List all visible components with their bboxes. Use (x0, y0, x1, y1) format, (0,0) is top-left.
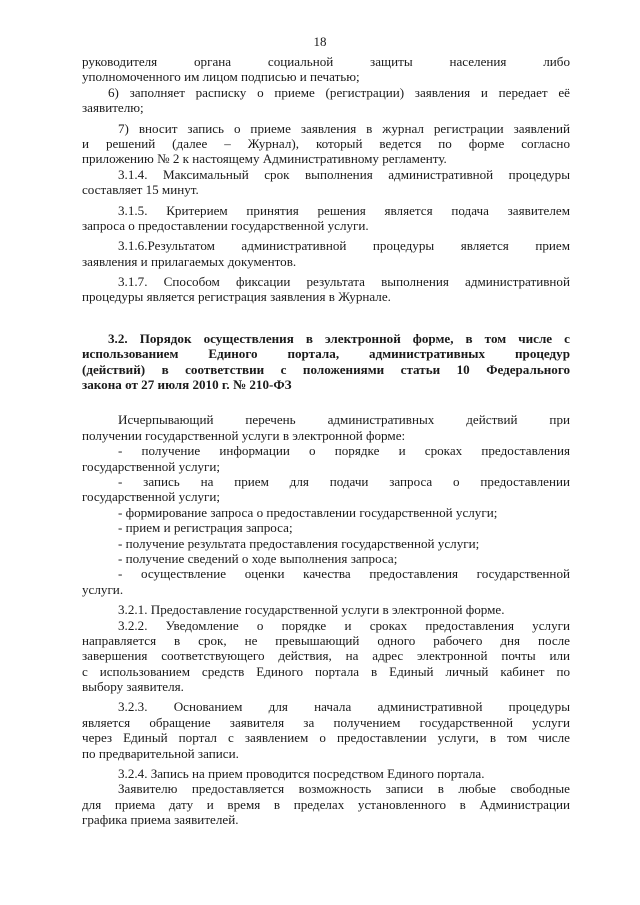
text-line: 3.2.3. Основанием для начала административной процедуры (118, 699, 570, 715)
text-line: по предварительной записи. (82, 745, 239, 761)
list-item: - прием и регистрация запроса; (118, 520, 293, 536)
text-line: направляется в срок, не превышающий одного рабочего дня после (82, 632, 570, 648)
text-line: для приема дату и время в пределах установленного в Администрации (82, 796, 570, 812)
text-line: 3.1.7. Способом фиксации результата выполнения административной (118, 274, 570, 290)
list-item: - получение информации о порядке и сроках предоставления (118, 443, 570, 459)
text-line: процедуры является регистрация заявления в Журнале. (82, 289, 391, 305)
text-line: выбору заявителя. (82, 679, 184, 695)
text-line: Заявителю предоставляется возможность записи в любые свободные (118, 781, 570, 797)
text-line: составляет 15 минут. (82, 182, 199, 198)
list-item: - осуществление оценки качества предоставления государственной (118, 566, 570, 582)
text-line: с использованием средств Единого портала в Единый личный кабинет по (82, 663, 570, 679)
text-line: 3.1.4. Максимальный срок выполнения административной процедуры (118, 166, 570, 182)
heading-line: использованием Единого портала, административных процедур (82, 346, 570, 362)
text-line: 3.2.1. Предоставление государственной услуги в электронной форме. (118, 602, 505, 618)
section-heading (82, 331, 570, 393)
heading-line: (действий) в соответствии с положениями статьи 10 Федерального (82, 361, 570, 377)
text-line: через Единый портал с заявлением о предоставлении услуги, в том числе (82, 730, 570, 746)
text-line: графика приема заявителей. (82, 812, 239, 828)
text-line: запроса о предоставлении государственной услуги. (82, 217, 369, 233)
page-number: 18 (313, 34, 327, 49)
heading-line: закона от 27 июля 2010 г. № 210-ФЗ (82, 377, 292, 393)
text-line: 7) вносит запись о приеме заявления в журнал регистрации заявлений (118, 120, 570, 136)
text-line: и решений (далее – Журнал), который ведется по форме согласно (82, 135, 570, 151)
list-item: - получение результата предоставления государственной услуги; (118, 535, 480, 551)
text-line: услуги. (82, 581, 124, 597)
text-line: является обращение заявителя за получением государственной услуги (82, 714, 570, 730)
list-item: - запись на прием для подачи запроса о предоставлении (118, 473, 570, 489)
list-item: - получение сведений о ходе выполнения запроса; (118, 550, 398, 566)
list-item: - формирование запроса о предоставлении государственной услуги; (118, 504, 498, 520)
text-line: 3.2.4. Запись на прием проводится посредством Единого портала. (118, 766, 485, 782)
text-line: приложению № 2 к настоящему Административному регламенту. (82, 151, 447, 167)
document-body (82, 54, 570, 828)
text-line: Исчерпывающий перечень административных действий при (118, 412, 570, 428)
text-line: государственной услуги; (82, 458, 221, 474)
text-line: получении государственной услуги в электронной форме: (82, 427, 406, 443)
text-line: 6) заполняет расписку о приеме (регистрации) заявления и передает её (108, 84, 570, 100)
text-line: 3.1.6.Результатом административной процедуры является прием (118, 238, 570, 254)
text-line: 3.1.5. Критерием принятия решения является подача заявителем (118, 202, 570, 218)
text-line: 3.2.2. Уведомление о порядке и сроках предоставления услуги (118, 617, 570, 633)
heading-line: 3.2. Порядок осуществления в электронной форме, в том числе с (108, 330, 570, 346)
text-line: завершения соответствующего действия, на адрес электронной почты или (82, 648, 570, 664)
text-line: государственной услуги; (82, 489, 221, 505)
text-line: заявления и прилагаемых документов. (82, 253, 297, 269)
text-line: руководителя органа социальной защиты населения либо (82, 54, 570, 69)
text-line: заявителю; (82, 100, 144, 116)
text-line: уполномоченного им лицом подписью и печатью; (82, 69, 360, 85)
